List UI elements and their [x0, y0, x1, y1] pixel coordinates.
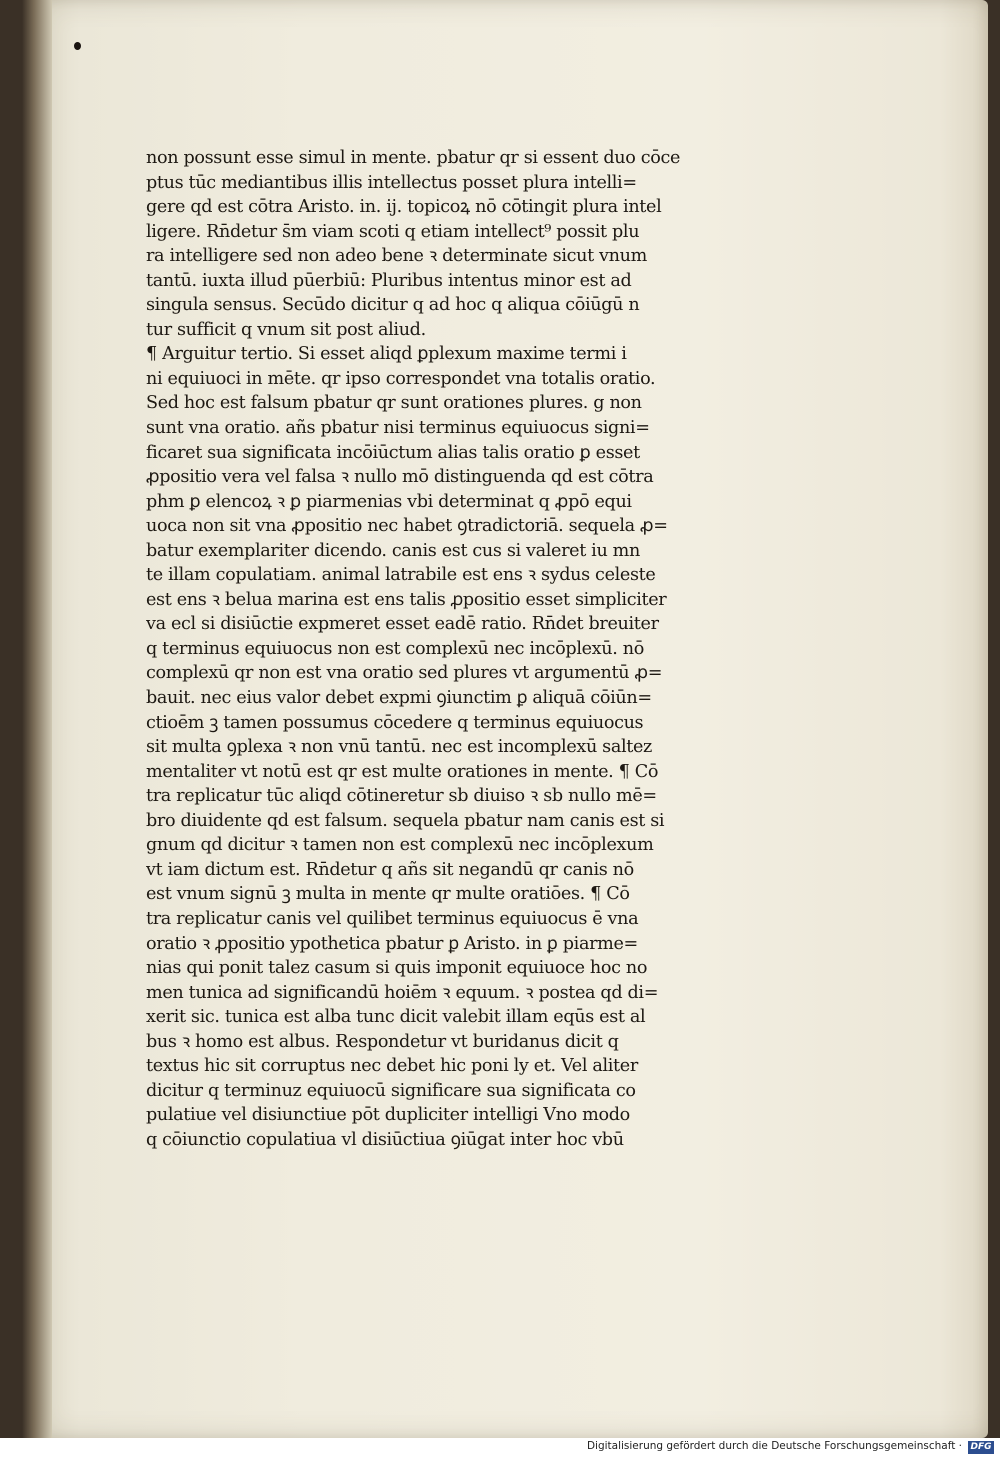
text-line: bauit. nec eius valor debet expmi ꝯiunctim ꝑ aliquā cōiūn=	[146, 688, 652, 709]
text-line: ligere. Rn̄detur s̄m viam scoti q etiam intellect⁹ possit plu	[146, 221, 640, 242]
text-line: bro diuidente qd est falsum. sequela pbatur nam canis est si	[146, 810, 665, 831]
text-line: uoca non sit vna ꝓpositio nec habet ꝯtradictoriā. sequela ꝓ=	[146, 516, 668, 537]
text-line: te illam copulatiam. animal latrabile est ens ꝛ sydus celeste	[146, 565, 656, 586]
dfg-logo-icon: DFG	[968, 1441, 994, 1454]
text-line: gnum qd dicitur ꝛ tamen non est complexū nec incōplexum	[146, 835, 654, 856]
text-line: oratio ꝛ ꝓpositio ypothetica pbatur ꝑ Aristo. in ꝑ piarme=	[146, 933, 638, 954]
text-line: ptus tūc mediantibus illis intellectus posset plura intelli=	[146, 172, 637, 193]
text-line: q cōiunctio copulatiua vl disiūctiua ꝯiūgat inter hoc vbū	[146, 1129, 624, 1150]
text-line: tra replicatur canis vel quilibet terminus equiuocus ē vna	[146, 908, 639, 929]
text-line: bus ꝛ homo est albus. Respondetur vt buridanus dicit q	[146, 1031, 619, 1052]
page-binding-shadow	[22, 0, 52, 1438]
text-line: dicitur q terminuz equiuocū significare sua significata co	[146, 1080, 636, 1101]
book-page	[22, 0, 988, 1438]
text-line: va ecl si disiūctie expmeret esset eadē ratio. Rn̄det breuiter	[146, 614, 659, 635]
text-line: xerit sic. tunica est alba tunc dicit valebit illam eqūs est al	[146, 1007, 646, 1028]
text-line: phm ꝑ elencoꝝ ꝛ ꝑ piarmenias vbi determinat q ꝓpō equi	[146, 491, 632, 512]
text-line: ¶ Arguitur tertio. Si esset aliqd ꝑplexum maxime termi i	[146, 344, 627, 365]
text-line: textus hic sit corruptus nec debet hic poni ly et. Vel aliter	[146, 1056, 638, 1077]
text-line: nias qui ponit talez casum si quis imponit equiuoce hoc no	[146, 958, 648, 979]
text-line: ꝓpositio vera vel falsa ꝛ nullo mō distinguenda qd est cōtra	[146, 467, 654, 488]
ink-spot-mark	[74, 42, 81, 50]
footer-bar	[0, 1438, 1000, 1458]
text-line: mentaliter vt notū est qr est multe orationes in mente. ¶ Cō	[146, 761, 659, 782]
text-line: pulatiue vel disiunctiue pōt dupliciter intelligi Vno modo	[146, 1105, 630, 1126]
text-line: singula sensus. Secūdo dicitur q ad hoc q aliqua cōiūgū n	[146, 295, 640, 316]
text-line: sunt vna oratio. añs pbatur nisi terminus equiuocus signi=	[146, 418, 650, 439]
text-line: ctioēm ꝫ tamen possumus cōcedere q terminus equiuocus	[146, 712, 644, 733]
funding-credit: Digitalisierung gefördert durch die Deutsche Forschungsgemeinschaft ·	[586, 1440, 962, 1452]
text-line: men tunica ad significandū hoiēm ꝛ equum. ꝛ postea qd di=	[146, 982, 659, 1003]
text-line: tra replicatur tūc aliqd cōtineretur sb diuiso ꝛ sb nullo mē=	[146, 786, 657, 807]
text-line: sit multa ꝯplexa ꝛ non vnū tantū. nec est incomplexū saltez	[146, 737, 652, 758]
text-line: vt iam dictum est. Rn̄detur q añs sit negandū qr canis nō	[146, 859, 634, 880]
text-line: ra intelligere sed non adeo bene ꝛ determinate sicut vnum	[146, 246, 647, 267]
text-line: non possunt esse simul in mente. pbatur qr si essent duo cōce	[146, 148, 681, 168]
text-line: est ens ꝛ belua marina est ens talis ꝓpositio esset simpliciter	[146, 589, 667, 610]
text-line: tur sufficit q vnum sit post aliud.	[146, 319, 426, 340]
printed-text-block	[146, 146, 758, 1152]
text-line: batur exemplariter dicendo. canis est cus si valeret iu mn	[146, 540, 640, 561]
text-line: q terminus equiuocus non est complexū nec incōplexū. nō	[146, 638, 644, 659]
text-line: Sed hoc est falsum pbatur qr sunt orationes plures. g non	[146, 393, 642, 414]
text-line: ni equiuoci in mēte. qr ipso correspondet vna totalis oratio.	[146, 368, 656, 389]
text-line: complexū qr non est vna oratio sed plures vt argumentū ꝓ=	[146, 663, 663, 684]
text-line: tantū. iuxta illud pūerbiū: Pluribus intentus minor est ad	[146, 270, 632, 291]
text-line: est vnum signū ꝫ multa in mente qr multe oratiōes. ¶ Cō	[146, 884, 630, 905]
text-line: ficaret sua significata incōiūctum alias talis oratio ꝑ esset	[146, 442, 640, 463]
text-line: gere qd est cōtra Aristo. in. ij. topicoꝝ nō cōtingit plura intel	[146, 197, 662, 218]
